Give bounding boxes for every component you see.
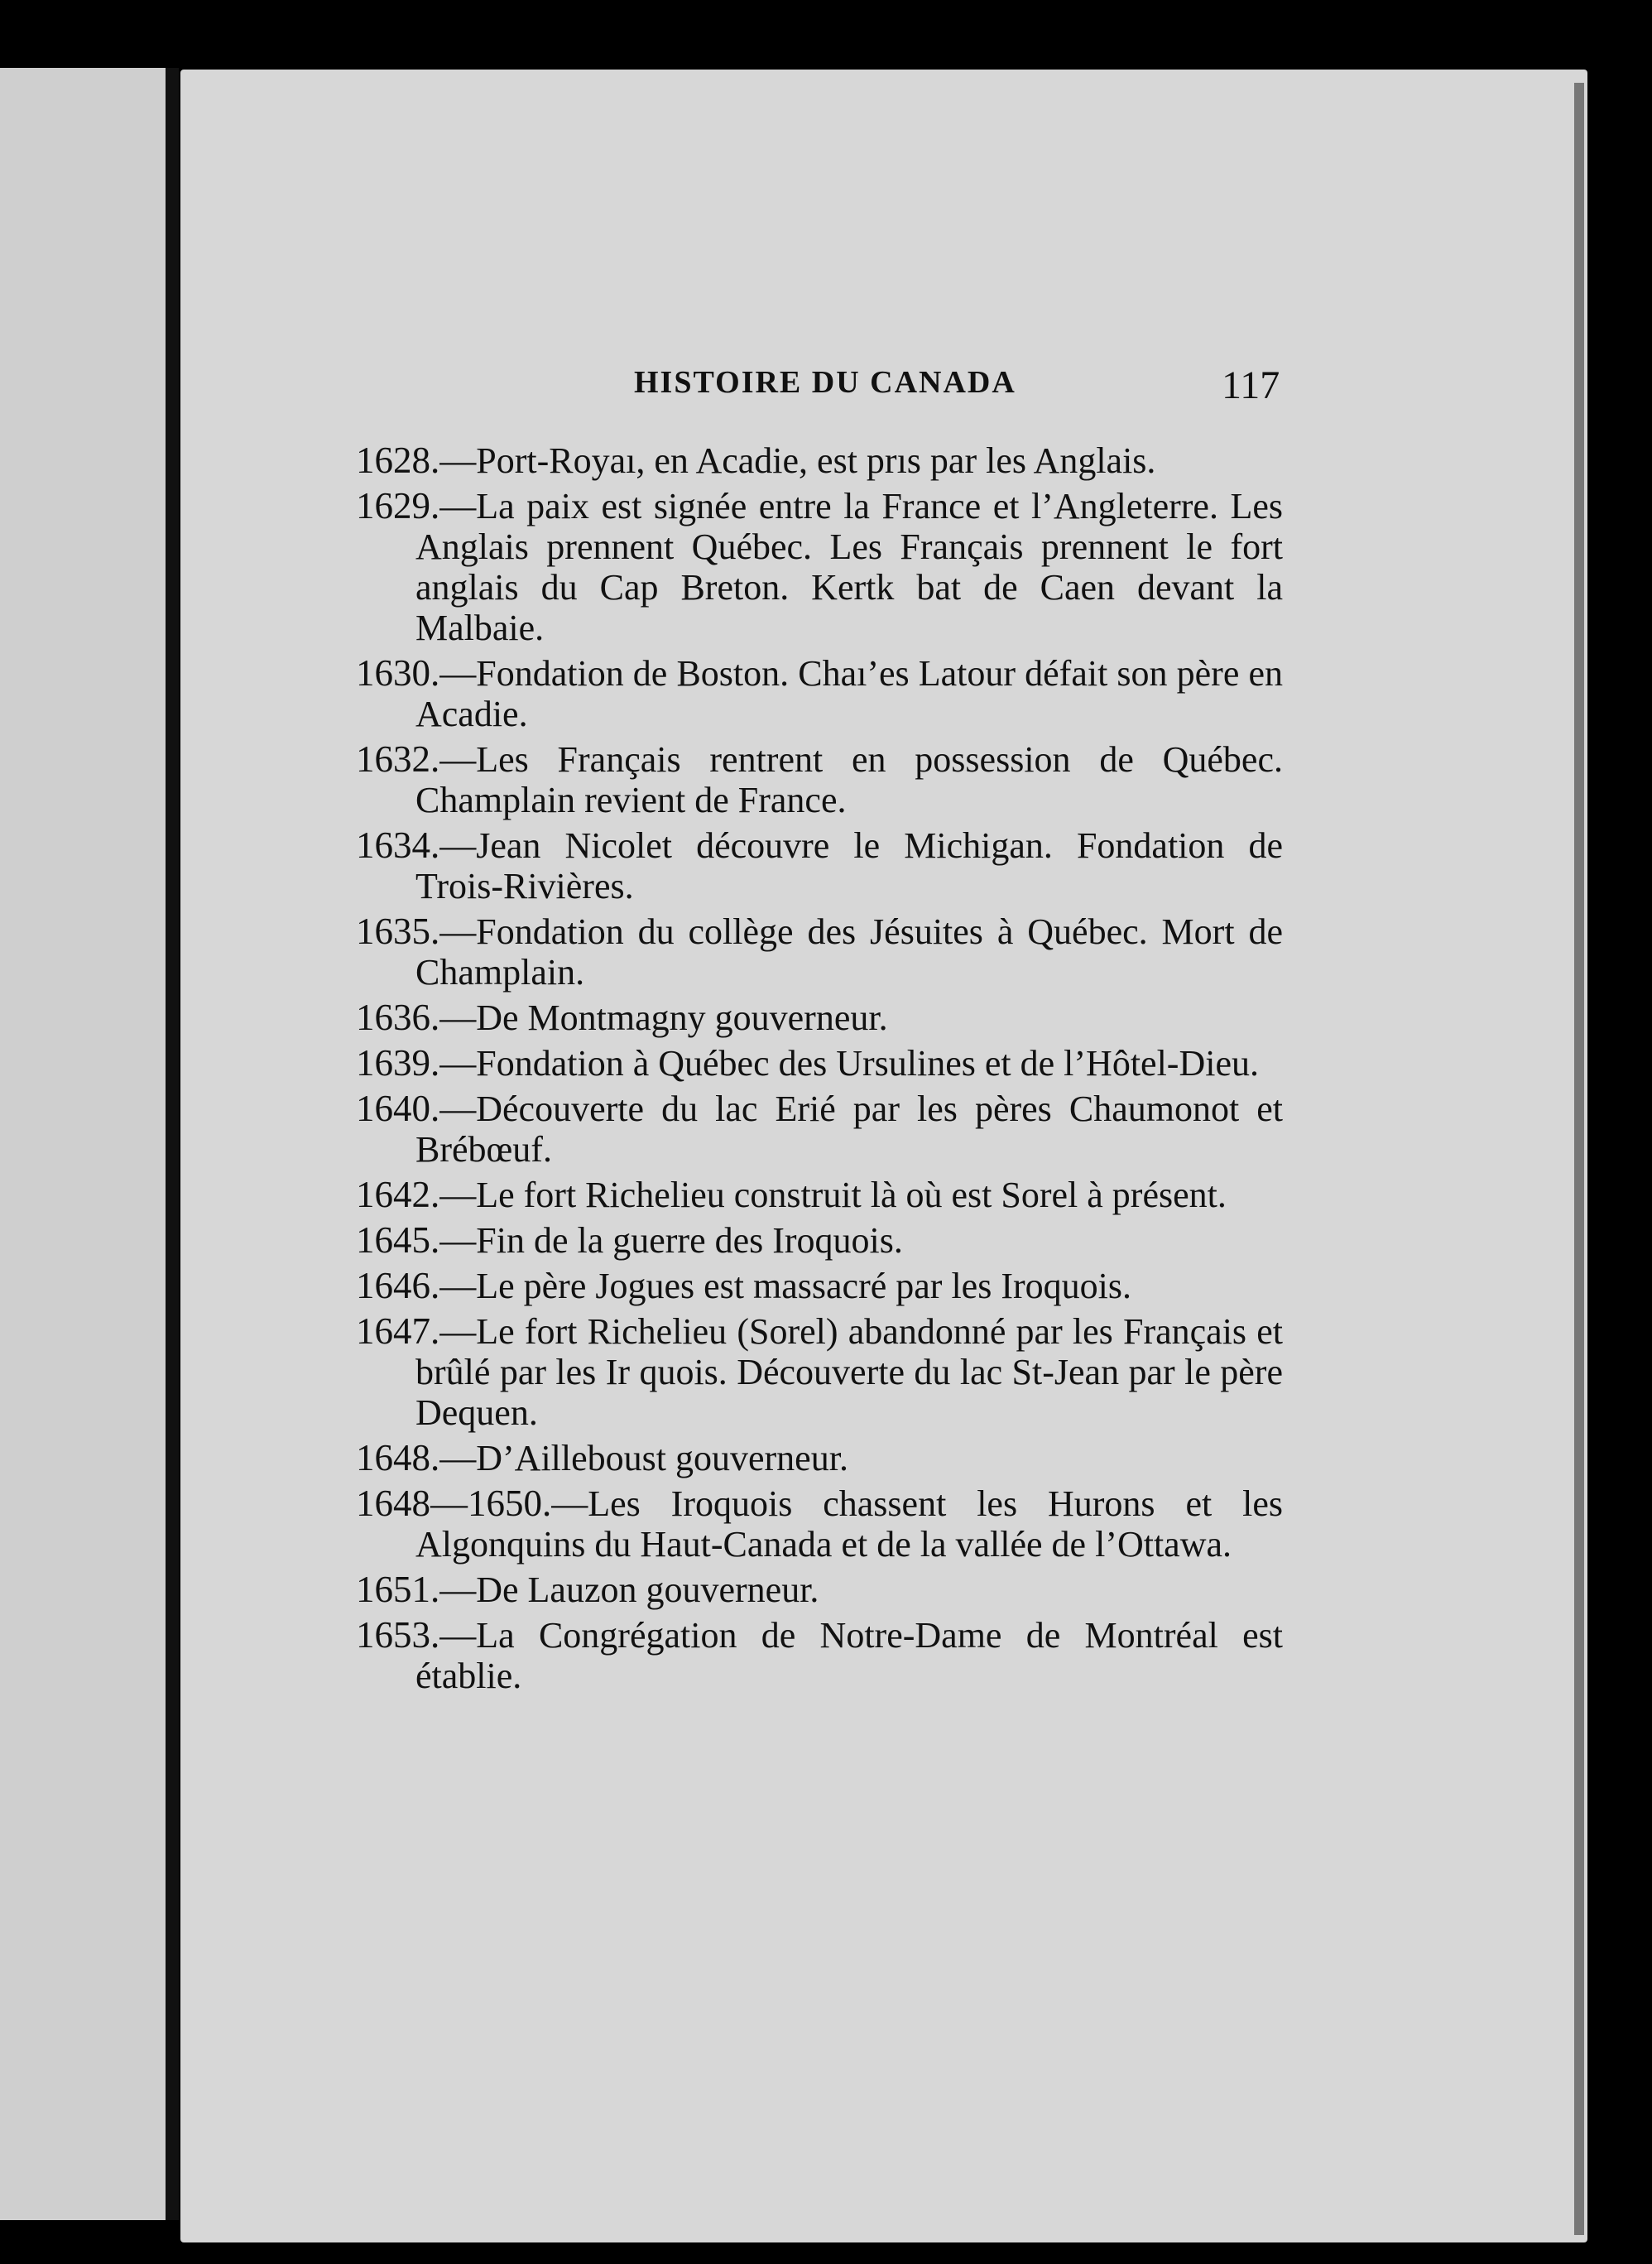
page-shadow <box>1574 83 1584 2235</box>
chronology-list <box>356 440 1283 1701</box>
chronology-entry <box>356 1311 1283 1433</box>
entry-year: 1636. <box>356 997 440 1038</box>
entry-year: 1646. <box>356 1265 440 1306</box>
chronology-entry <box>356 1483 1283 1565</box>
entry-year: 1630. <box>356 652 440 694</box>
chronology-entry <box>356 1438 1283 1478</box>
book-gutter <box>166 68 179 2220</box>
entry-text: —De Lauzon gouverneur. <box>439 1569 819 1610</box>
entry-text: —La paix est signée entre la France et l’Angleterre. Les Anglais prennent Québec. Les Français prennent le fort anglais du Cap Breton. Kertk bat de Caen devant la Malbaie. <box>415 486 1283 648</box>
entry-year: 1629. <box>356 485 440 526</box>
entry-text: —Fondation de Boston. Chaı’es Latour défait son père en Acadie. <box>415 653 1283 734</box>
entry-text: —Les Iroquois chassent les Hurons et les Algonquins du Haut-Canada et de la vallée de l’Ottawa. <box>415 1483 1283 1565</box>
chronology-entry <box>356 1175 1283 1215</box>
entry-text: —D’Ailleboust gouverneur. <box>439 1438 848 1478</box>
chronology-entry <box>356 911 1283 993</box>
chronology-entry <box>356 997 1283 1038</box>
entry-year: 1628. <box>356 440 440 481</box>
entry-year: 1648. <box>356 1437 440 1478</box>
entry-text: —Fondation du collège des Jésuites à Québec. Mort de Champlain. <box>415 911 1283 993</box>
entry-year: 1635. <box>356 911 440 952</box>
page-number: 117 <box>1222 363 1280 407</box>
entry-year: 1647. <box>356 1310 440 1352</box>
entry-year: 1653. <box>356 1614 440 1656</box>
facing-page-edge <box>0 68 166 2220</box>
entry-text: —La Congrégation de Notre-Dame de Montréal est établie. <box>415 1615 1283 1696</box>
entry-text: —Fondation à Québec des Ursulines et de l’Hôtel-Dieu. <box>439 1043 1259 1084</box>
entry-text: —Jean Nicolet découvre le Michigan. Fondation de Trois-Rivières. <box>415 825 1283 906</box>
running-header: HISTOIRE DU CANADA <box>634 365 1016 400</box>
chronology-entry <box>356 486 1283 648</box>
chronology-entry <box>356 1043 1283 1084</box>
entry-text: —Le père Jogues est massacré par les Iroquois. <box>439 1266 1131 1306</box>
entry-year: 1648—1650. <box>356 1483 552 1524</box>
entry-year: 1651. <box>356 1569 440 1610</box>
entry-text: —Port-Royaı, en Acadie, est prıs par les Anglais. <box>439 440 1156 481</box>
entry-text: —Fin de la guerre des Iroquois. <box>439 1220 903 1261</box>
entry-year: 1634. <box>356 824 440 866</box>
chronology-entry <box>356 653 1283 734</box>
chronology-entry <box>356 1615 1283 1696</box>
entry-text: —Découverte du lac Erié par les pères Chaumonot et Brébœuf. <box>415 1089 1283 1170</box>
chronology-entry <box>356 739 1283 820</box>
chronology-entry <box>356 1569 1283 1610</box>
entry-text: —De Montmagny gouverneur. <box>439 997 888 1038</box>
entry-year: 1632. <box>356 738 440 780</box>
entry-year: 1639. <box>356 1042 440 1084</box>
entry-text: —Le fort Richelieu (Sorel) abandonné par les Français et brûlé par les Ir quois. Découverte du lac St-Jean par le père Dequen. <box>415 1311 1283 1433</box>
chronology-entry <box>356 1266 1283 1306</box>
entry-year: 1640. <box>356 1088 440 1129</box>
chronology-entry <box>356 1089 1283 1170</box>
chronology-entry <box>356 825 1283 906</box>
chronology-entry <box>356 1220 1283 1261</box>
entry-text: —Le fort Richelieu construit là où est Sorel à présent. <box>439 1175 1227 1215</box>
entry-year: 1642. <box>356 1174 440 1215</box>
entry-year: 1645. <box>356 1219 440 1261</box>
entry-text: —Les Français rentrent en possession de Québec. Champlain revient de France. <box>415 739 1283 820</box>
chronology-entry <box>356 440 1283 481</box>
